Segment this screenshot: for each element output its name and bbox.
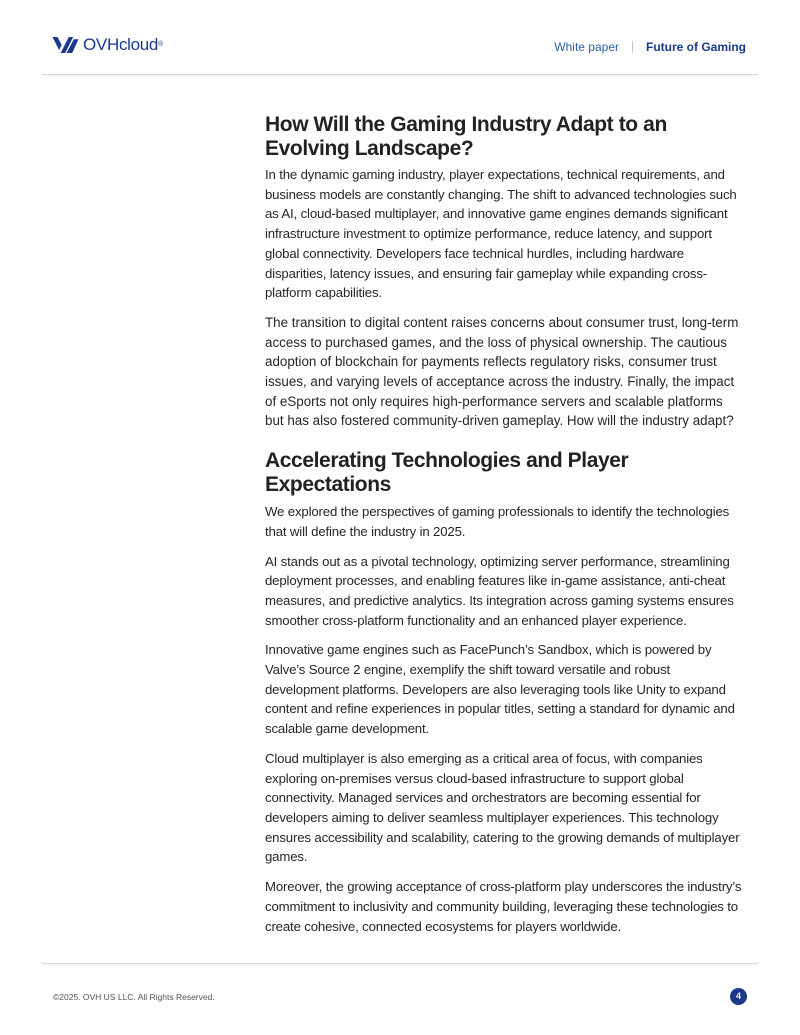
section-heading: Accelerating Technologies and Player Expectations [265, 449, 629, 497]
page-number-badge: 4 [730, 988, 747, 1005]
logo-wordmark: OVHcloud® [83, 35, 163, 54]
header-divider [632, 41, 633, 53]
body-paragraph: The transition to digital content raises concerns about consumer trust, long-term access to purchased games, and the loss of physical ownership. The cautious adoption of blockchain for payments reflects regulatory risks, consumer trust issues, and varying levels of acceptance across the industry. Finally, the impact of eSports not only requires high-performance servers and scalable platforms but has also fostered community-driven gameplay. How will the industry adapt? [265, 314, 739, 429]
copyright-notice: ©2025. OVH US LLC. All Rights Reserved. [53, 992, 215, 1002]
ovhcloud-logo-icon [52, 36, 79, 54]
body-paragraph: In the dynamic gaming industry, player expectations, technical requirements, and business models are constantly changing. The shift to advanced technologies such as AI, cloud-based multiplayer, and innovative game engines demands significant infrastructure investment to optimize performance, reduce latency, and support global connectivity. Developers face technical hurdles, including hardware disparities, latency issues, and ensuring fair gameplay while expanding cross-platform capabilities. [265, 167, 737, 301]
header-nav [554, 39, 746, 55]
doc-title-label[interactable]: Future of Gaming [646, 40, 746, 54]
main-content [265, 113, 743, 946]
header-divider-line [42, 74, 758, 75]
footer-divider-line [42, 963, 758, 964]
body-paragraph: Cloud multiplayer is also emerging as a critical area of focus, with companies exploring on-premises versus cloud-based infrastructure to support global connectivity. Managed services and orchestrators are becoming essential for developers aiming to deliver seamless multiplayer experiences. This technology ensures accessibility and scalability, catering to the growing demands of multiplayer games. [265, 750, 740, 865]
body-paragraph: We explored the perspectives of gaming professionals to identify the technologies that will define the industry in 2025. [265, 504, 730, 539]
body-paragraph: Innovative game engines such as FacePunch’s Sandbox, which is powered by Valve’s Source 2 engine, exemplify the shift toward versatile and robust development platforms. Developers are also leveraging tools like Unity to expand content and refine experiences in popular titles, setting a standard for dynamic and scalable game development. [265, 642, 735, 737]
doc-type-label[interactable]: White paper [554, 40, 619, 54]
body-paragraph: AI stands out as a pivotal technology, optimizing server performance, streamlining deployment processes, and enabling features like in-game assistance, anti-cheat measures, and predictive analytics. Its integration across gaming systems ensures smoother cross-platform functionality and an enhanced player experience. [265, 553, 734, 628]
section-heading: How Will the Gaming Industry Adapt to an Evolving Landscape? [265, 113, 667, 160]
ovhcloud-logo[interactable] [52, 35, 163, 55]
page-header [0, 0, 800, 78]
body-paragraph: Moreover, the growing acceptance of cross-platform play underscores the industry’s commitment to inclusivity and community building, leveraging these technologies to create cohesive, connected ecosystems for players worldwide. [265, 879, 742, 934]
